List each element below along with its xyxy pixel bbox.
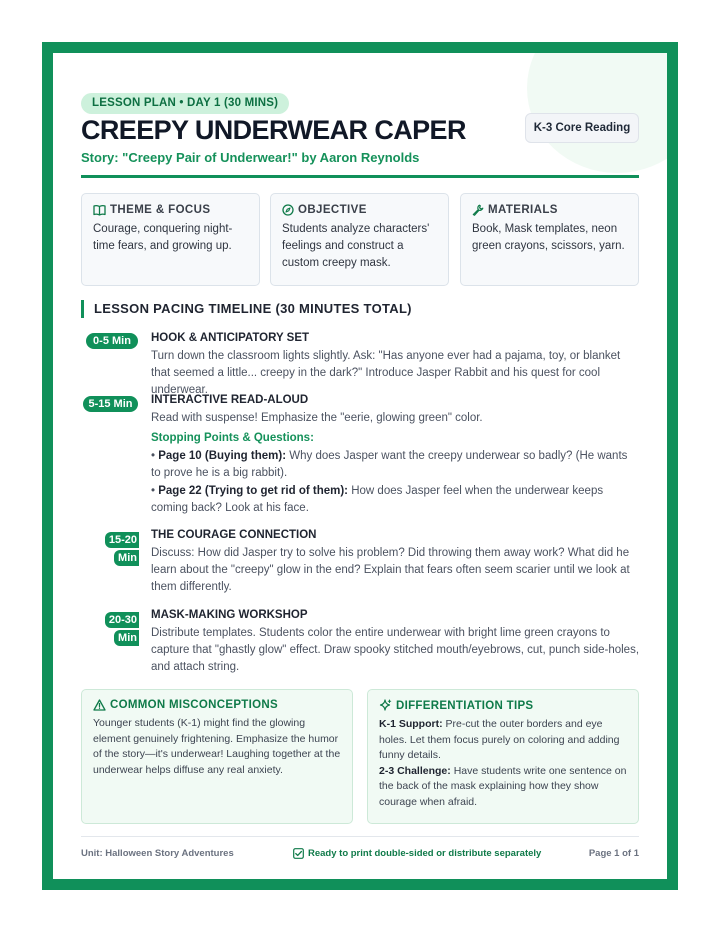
materials-card	[460, 193, 639, 286]
misconceptions-box	[81, 689, 353, 824]
footer-page: Page 1 of 1	[588, 848, 639, 859]
tip-item	[379, 717, 627, 764]
time-pill-line: Min	[114, 550, 139, 566]
theme-card	[81, 193, 260, 286]
title-divider	[81, 175, 639, 178]
tip-label: 2-3 Challenge:	[379, 764, 451, 777]
warning-icon	[93, 699, 106, 711]
box-title: COMMON MISCONCEPTIONS	[110, 699, 278, 711]
card-title: MATERIALS	[488, 204, 558, 216]
time-pill	[81, 610, 139, 646]
stop-text: Why does Jasper want the creepy underwear so badly? (He wants to prove he is a big rabbit).	[151, 450, 628, 479]
tip-text: Pre-cut the outer borders and eye holes. Let them focus purely on coloring and adding funny details.	[379, 718, 620, 761]
time-pill: 0-5 Min	[86, 333, 138, 349]
time-pill	[81, 530, 139, 566]
objective-card	[270, 193, 449, 286]
box-title: DIFFERENTIATION TIPS	[396, 699, 534, 712]
differentiation-box	[367, 689, 639, 824]
timeline-text: Discuss: How did Jasper try to solve his problem? Did throwing them away work? What did he learn about the "creepy" glow in the end? Explain that fears often seem scarier until we look at them differently.	[151, 547, 630, 593]
decorative-blob	[527, 42, 678, 173]
time-pill-line: 15-20	[105, 532, 139, 548]
sparkle-icon	[379, 699, 392, 712]
card-text: Students analyze characters' feelings and construct a custom creepy mask.	[282, 223, 430, 269]
card-title: THEME & FOCUS	[110, 204, 211, 216]
card-text: Book, Mask templates, neon green crayons, scissors, yarn.	[472, 223, 625, 252]
tip-text: Have students write one sentence on the back of the mask explaining how they show courage when afraid.	[379, 764, 627, 808]
story-subtitle: Story: "Creepy Pair of Underwear!" by Aaron Reynolds	[81, 150, 420, 165]
page-frame	[42, 42, 678, 890]
compass-icon	[282, 204, 294, 216]
print-note-text: Ready to print double-sided or distribute separately	[308, 848, 542, 859]
grade-badge: K-3 Core Reading	[525, 113, 639, 143]
stopping-points-heading: Stopping Points & Questions:	[151, 432, 314, 444]
timeline-text: Read with suspense! Emphasize the "eerie, glowing green" color.	[151, 412, 483, 424]
book-icon	[93, 204, 106, 216]
wrench-icon	[472, 204, 484, 216]
timeline-heading: MASK-MAKING WORKSHOP	[151, 609, 308, 621]
lesson-badge: LESSON PLAN • DAY 1 (30 MINS)	[81, 93, 289, 114]
checkbox-icon	[293, 848, 304, 859]
timeline-title: LESSON PACING TIMELINE (30 MINUTES TOTAL)	[81, 300, 412, 318]
timeline-text: Turn down the classroom lights slightly. Ask: "Has anyone ever had a pajama, toy, or blanket that seemed a little... creepy in the dark?" Introduce Jasper Rabbit and his quest for cool underwear.	[151, 350, 621, 396]
timeline-heading: HOOK & ANTICIPATORY SET	[151, 332, 310, 344]
card-text: Courage, conquering night-time fears, and growing up.	[93, 223, 233, 252]
time-pill-line: 20-30	[105, 612, 139, 628]
stop-label: Page 10 (Buying them):	[158, 450, 287, 462]
card-title: OBJECTIVE	[298, 204, 367, 216]
timeline-heading: THE COURAGE CONNECTION	[151, 529, 317, 541]
time-pill-line: Min	[114, 630, 139, 646]
stopping-point: • Page 22 (Trying to get rid of them): How does Jasper feel when the underwear keeps coming back? Look at his face.	[151, 485, 604, 514]
timeline-heading: INTERACTIVE READ-ALOUD	[151, 394, 309, 406]
footer-unit: Unit: Halloween Story Adventures	[81, 848, 234, 859]
stopping-point: • Page 10 (Buying them): Why does Jasper want the creepy underwear so badly? (He wants to prove he is a big rabbit).	[151, 450, 628, 479]
page-title: CREEPY UNDERWEAR CAPER	[81, 115, 466, 145]
footer-print-note	[293, 848, 541, 859]
stop-label: Page 22 (Trying to get rid of them):	[158, 485, 349, 497]
stop-text: How does Jasper feel when the underwear keeps coming back? Look at his face.	[151, 485, 604, 514]
tip-item	[379, 764, 627, 811]
time-pill: 5-15 Min	[83, 396, 138, 412]
tip-label: K-1 Support:	[379, 718, 443, 730]
footer-divider	[81, 836, 639, 837]
timeline-text: Distribute templates. Students color the entire underwear with bright lime green crayons to capture that "ghastly glow" effect. Draw spooky stitched mouth/eyebrows, cut, punch side-holes, and attach string.	[151, 627, 640, 673]
box-text: Younger students (K-1) might find the glowing element genuinely frightening. Emphasize the humor of the story—it's underwear! Laughing together at the underwear helps diffuse any real anxiety.	[93, 717, 341, 776]
